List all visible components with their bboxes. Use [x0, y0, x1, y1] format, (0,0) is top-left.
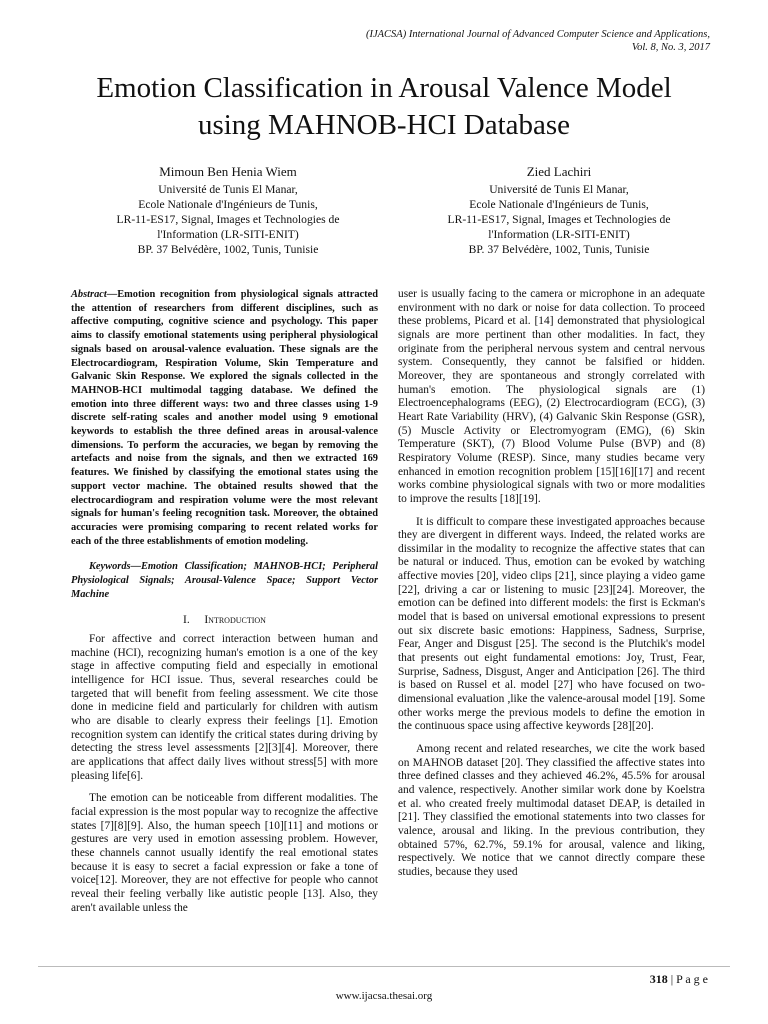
abstract-lead: Abstract	[71, 289, 107, 300]
paper-title-line1: Emotion Classification in Arousal Valence Model	[96, 72, 672, 104]
page-number	[650, 972, 708, 987]
page-label: | P a g e	[667, 972, 708, 986]
author-affiliation: Ecole Nationale d'Ingénieurs de Tunis,	[138, 198, 318, 211]
page-number-value: 318	[649, 972, 668, 986]
author-address: BP. 37 Belvédère, 1002, Tunis, Tunisie	[468, 243, 650, 256]
journal-header-line1: (IJACSA) International Journal of Advanced Computer Science and Applications,	[365, 29, 710, 40]
body-paragraph: Among recent and related researches, we cite the work based on MAHNOB dataset [20]. They classified the affective states into three defined classes and they achieved 46.2%, 45.5% for arousal and valence, respectively. Another similar work done by Koelstra et al. who created freely multimodal dataset DEAP, is detailed in [21]. They classified the emotional statements into two classes for valence, arousal and liking. In the previous contribution, they obtained 57%, 62.7%, 59.1% for arousal, valence and liking, respectively. We notice that we cannot directly compare these studies, because they used	[398, 743, 705, 878]
author-affiliation: l'Information (LR-SITI-ENIT)	[157, 228, 299, 241]
author-affiliation: Ecole Nationale d'Ingénieurs de Tunis,	[469, 198, 649, 211]
left-column	[71, 288, 378, 924]
author-affiliation: LR-11-ES17, Signal, Images et Technologies de	[116, 213, 340, 226]
author-block-2	[409, 164, 709, 257]
body-paragraph: The emotion can be noticeable from different modalities. The facial expression is the most popular way to recognize the affective states [7][8][9]. Also, the human speech [10][11] and motions or gestures are very used in emotion assessing problem. However, these channels cannot usually identify the real emotional states because it is easy to secret a facial expression or fake a tone of voice[12]. Moreover, they are not effective for people who cannot reveal their feeling verbally like autistic people [13]. Also, they aren't available unless the	[71, 792, 378, 914]
keywords: Keywords—Emotion Classification; MAHNOB-HCI; Peripheral Physiological Signals; Arousal-Valence Space; Support Vector Machine	[71, 561, 378, 600]
footer-divider	[38, 966, 730, 967]
body-paragraph: It is difficult to compare these investigated approaches because they are divergent in different ways. Indeed, the related works are dissimilar in the modality to recognize the affective states that can be natural or induced. Thus, emotion can be evoked by watching affective movies [20], video clips [21], since playing a video game [22], driving a car or listening to music [23][24]. Moreover, the emotion can be defined into different models: the first is Eckman's model that is based on universal emotional expressions to present out six discrete basic emotions: Happiness, Sadness, Surprise, Fear, Anger and Disgust [25]. The second is the Plutchik's model that presents out eight fundamental emotions: Joy, Trust, Fear, Surprise, Sadness, Disgust, Anger and Anticipation [26]. The third is based on Russel et al. model [27] who have focused on two-dimensional evaluation ,like the valence-arousal model [19]. Some other works merge the previous models to define the emotion in the continuous space using affective keywords [28][20].	[398, 515, 705, 733]
body-paragraph: For affective and correct interaction between human and machine (HCI), recognizing human's emotion is a one of the key stage in affective computing field and especially in emotional intelligence for HCI issue. Thus, several researches could be targeted that will benefit from feeling assessment. We cite those done in medicine field and particularly for children with autism who are disable to clearly express their feelings [1]. Emotion recognition system can identify the critical states during driving by detecting the stress level assessments [2][3][4]. Moreover, there are applications that affect daily lives without stress[5] with more pleasing life[6].	[71, 633, 378, 782]
section-title: Introduction	[204, 613, 266, 627]
journal-header-line2: Vol. 8, No. 3, 2017	[631, 42, 710, 53]
author-name: Mimoun Ben Henia Wiem	[159, 164, 297, 179]
section-heading-introduction	[71, 613, 378, 627]
journal-header	[366, 28, 710, 54]
journal-url[interactable]: www.ijacsa.thesai.org	[335, 990, 433, 1002]
author-affiliation: LR-11-ES17, Signal, Images et Technologies de	[447, 213, 671, 226]
abstract-text: —Emotion recognition from physiological signals attracted the attention of researchers from different disciplines, such as affective computing, cognitive science and psychology. This paper aims to classify emotional statements using peripheral physiological signals based on arousal-valence evaluation. These signals are the Electrocardiogram, Respiration Volume, Skin Temperature and Galvanic Skin Response. We explored the signals collected in the MAHNOB-HCI multimodal tagging database. We defined the emotion into three different ways: two and three classes using 1-9 discrete self-rating scales and another model using 9 emotional keywords to establish the three defined areas in arousal-valence dimensions. To perform the accuracies, we began by removing the artefacts and noise from the signals, and then we extracted 169 features. We finished by classifying the emotional states using the support vector machine. The obtained results showed that the electrocardiogram and respiration volume were the most relevant signals for human's feeling recognition task. Moreover, the obtained accuracies were promising comparing to recent related works for each of the three establishments of emotion modeling.	[71, 289, 378, 547]
author-affiliation: Université de Tunis El Manar,	[489, 183, 629, 196]
section-number: I.	[183, 613, 190, 627]
author-affiliation: Université de Tunis El Manar,	[158, 183, 298, 196]
author-affiliation: l'Information (LR-SITI-ENIT)	[488, 228, 630, 241]
author-name: Zied Lachiri	[526, 164, 592, 179]
body-paragraph: user is usually facing to the camera or microphone in an adequate environment with no dark or noise for data collection. To proceed these problems, Picard et al. [14] demonstrated that physiological signals are more pertinent than other modalities. In fact, they originate from the peripheral nervous system and central nervous system. Consequently, they cannot be falsified or hidden. Moreover, they are spontaneous and strongly correlated with human's emotion. The physiological signals are (1) Electroencephalograms (EEG), (2) Electrocardiogram (ECG), (3) Heart Rate Variability (HRV), (4) Galvanic Skin Response (GSR), (5) Muscle Activity or Electromyogram (EMG), (6) Skin Temperature (SKT), (7) Blood Volume Pulse (BVP) and (8) Respiratory Volume (RESP). Since, many studies became very enhanced in emotion recognition problem [15][16][17] and recent works combine physiological signals with two or more modalities to improve the results [18][19].	[398, 288, 705, 505]
paper-title	[40, 70, 728, 144]
abstract	[71, 288, 378, 548]
author-address: BP. 37 Belvédère, 1002, Tunis, Tunisie	[137, 243, 319, 256]
paper-title-line2: using MAHNOB-HCI Database	[197, 109, 571, 141]
author-block-1	[78, 164, 378, 257]
right-column	[398, 288, 705, 889]
